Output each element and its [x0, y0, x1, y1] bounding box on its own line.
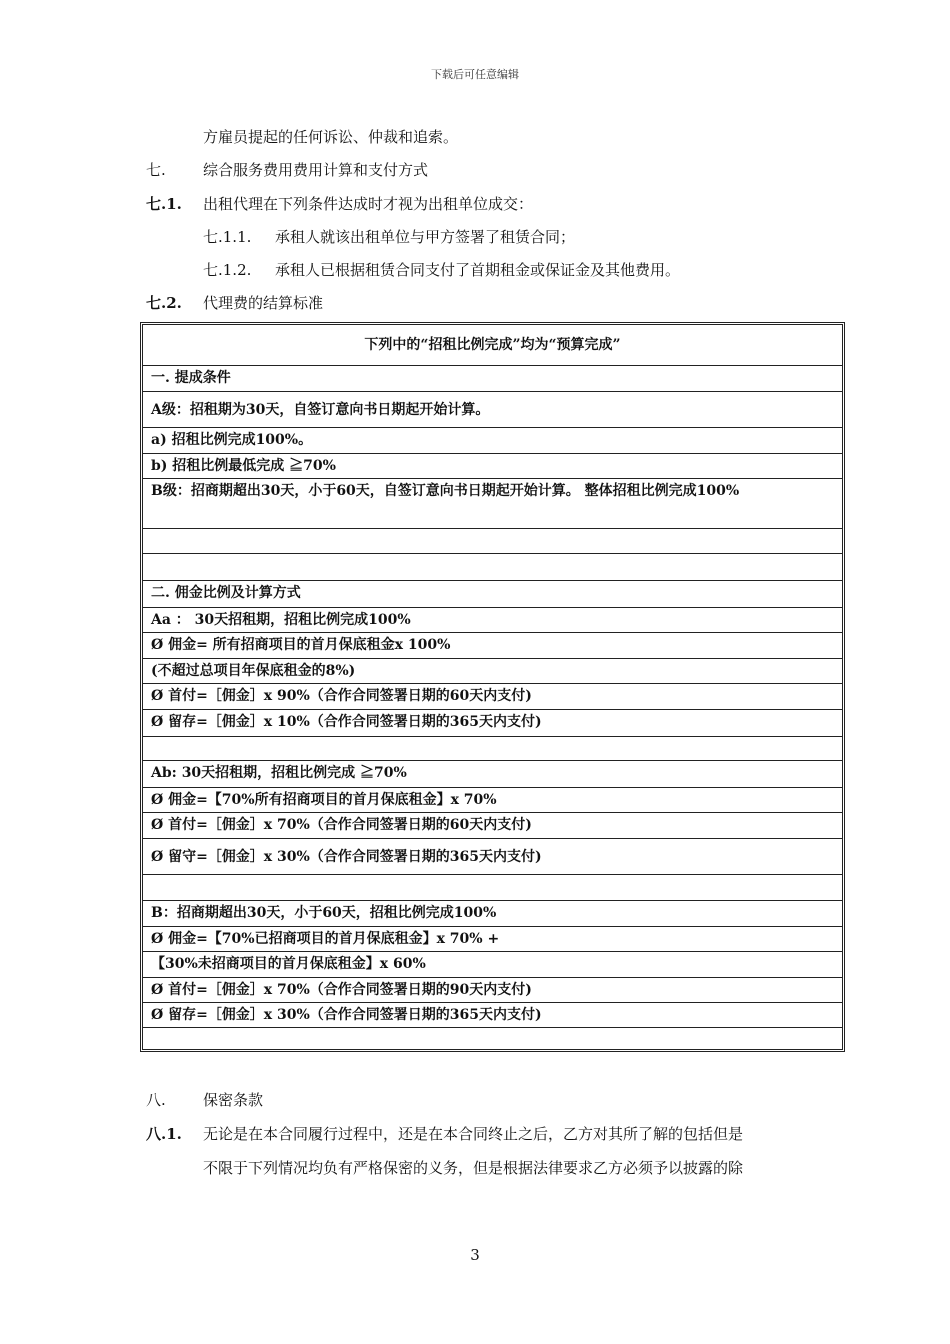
- section-7-2-number: 七.2.: [146, 294, 182, 312]
- section-8-title: 保密条款: [203, 1091, 264, 1109]
- table-row: Ø 留守=［佣金］x 30%（合作合同签署日期的365天内支付): [143, 838, 842, 874]
- table-row: [143, 1027, 842, 1049]
- table-row: Ø 佣金= 所有招商项目的首月保底租金x 100%: [143, 632, 842, 658]
- table-row: [143, 478, 842, 528]
- section-7-number: 七.: [146, 161, 166, 179]
- table-title: 下列中的“招租比例完成”均为“预算完成”: [364, 337, 621, 353]
- table-row: a) 招租比例完成100%。: [143, 427, 842, 453]
- page-header: 下载后可任意编辑: [431, 68, 519, 81]
- section-7-1-number: 七.1.: [146, 195, 182, 213]
- table-row: [143, 553, 842, 580]
- table-row-text: B级：招商期超出30天，小于60天，自签订意向书日期起开始计算。 整体招租比例完成100%: [151, 483, 740, 499]
- table-row: Ø 首付=［佣金］x 70%（合作合同签署日期的60天内支付): [143, 812, 842, 838]
- section-7-1-2-number: 七.1.2.: [203, 261, 252, 279]
- table-row: Ø 留存=［佣金］x 30%（合作合同签署日期的365天内支付): [143, 1002, 842, 1027]
- table-row: 【30%未招商项目的首月保底租金】x 60%: [143, 951, 842, 977]
- table-row: Ø 留存=［佣金］x 10%（合作合同签署日期的365天内支付): [143, 709, 842, 736]
- table-row: Ø 佣金=【70%所有招商项目的首月保底租金】x 70%: [143, 787, 842, 812]
- section-8-1-text-line-2: 不限于下列情况均负有严格保密的义务，但是根据法律要求乙方必须予以披露的除: [203, 1159, 744, 1177]
- commission-table: [140, 322, 845, 1052]
- table-row: Aa ： 30天招租期，招租比例完成100%: [143, 607, 842, 632]
- table-row: [143, 736, 842, 760]
- section-7-1-2-text: 承租人已根据租赁合同支付了首期租金或保证金及其他费用。: [275, 261, 681, 279]
- table-row: [143, 874, 842, 900]
- section-8-1-number: 八.1.: [146, 1125, 182, 1143]
- table-row: Ø 首付=［佣金］x 70%（合作合同签署日期的90天内支付): [143, 977, 842, 1002]
- section-7-1-1-text: 承租人就该出租单位与甲方签署了租赁合同；: [275, 228, 576, 246]
- table-row: A级：招租期为30天，自签订意向书日期起开始计算。: [143, 391, 842, 427]
- section-7-title: 综合服务费用费用计算和支付方式: [203, 161, 429, 179]
- table-row: Ø 首付=［佣金］x 90%（合作合同签署日期的60天内支付): [143, 683, 842, 709]
- section-8-number: 八.: [146, 1091, 166, 1109]
- section-7-1-1-number: 七.1.1.: [203, 228, 252, 246]
- table-row: Ab: 30天招租期，招租比例完成 ≧70%: [143, 760, 842, 787]
- table-row: [143, 528, 842, 553]
- table-row: 一. 提成条件: [143, 365, 842, 391]
- table-row: Ø 佣金=【70%已招商项目的首月保底租金】x 70% +: [143, 926, 842, 951]
- section-7-2-text: 代理费的结算标准: [203, 294, 324, 312]
- section-7-1-text: 出租代理在下列条件达成时才视为出租单位成交：: [203, 195, 534, 213]
- table-row: 二. 佣金比例及计算方式: [143, 580, 842, 607]
- table-row: B：招商期超出30天，小于60天，招租比例完成100%: [143, 900, 842, 926]
- page-number: 3: [470, 1246, 480, 1264]
- table-row: (不超过总项目年保底租金的8%): [143, 658, 842, 683]
- table-row: b) 招租比例最低完成 ≧70%: [143, 453, 842, 478]
- intro-line: 方雇员提起的任何诉讼、仲裁和追索。: [203, 128, 459, 146]
- section-8-1-text-line-1: 无论是在本合同履行过程中，还是在本合同终止之后，乙方对其所了解的包括但是: [203, 1125, 744, 1143]
